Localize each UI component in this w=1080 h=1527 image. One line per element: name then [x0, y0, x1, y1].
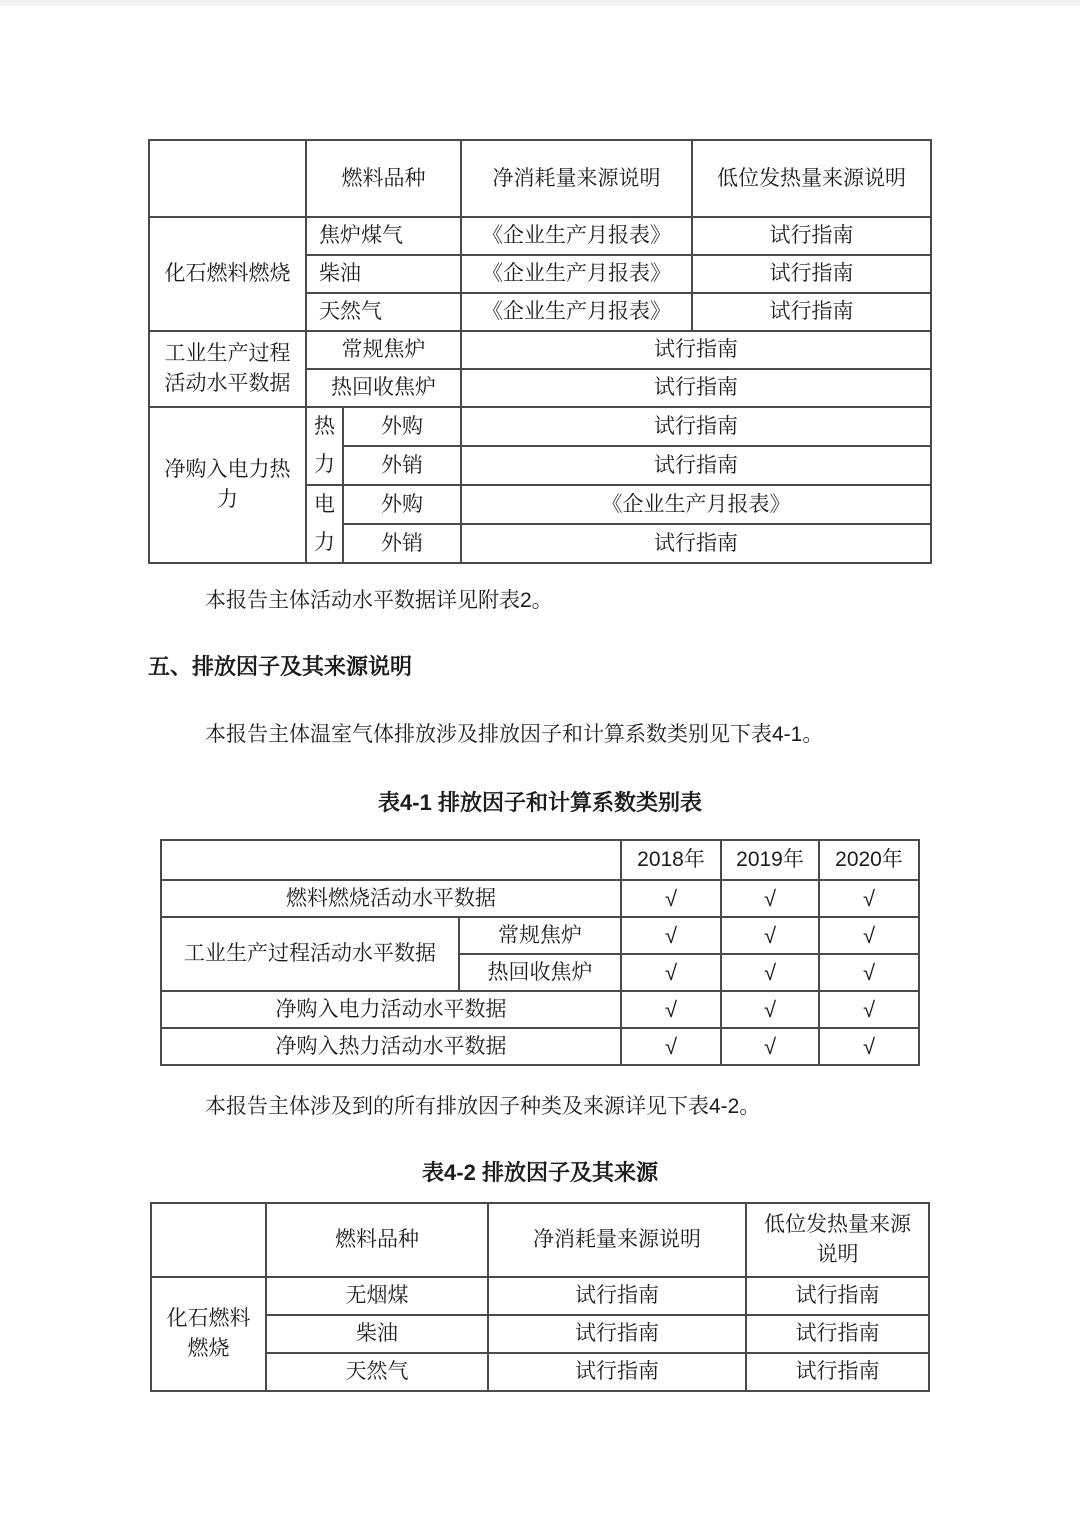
checkmark-cell: √ — [621, 1028, 721, 1065]
cell-category-net-power: 净购入电力活动水平数据 — [161, 991, 621, 1028]
checkmark-cell: √ — [721, 917, 819, 954]
header-year-2019: 2019年 — [721, 840, 819, 880]
cell-consumption-source: 《企业生产月报表》 — [461, 255, 692, 293]
paragraph-activity-data-note: 本报告主体活动水平数据详见附表2。 — [205, 589, 553, 612]
cell-heating-source: 试行指南 — [746, 1277, 929, 1315]
cell-consumption-source: 《企业生产月报表》 — [461, 217, 692, 255]
cell-furnace-type: 热回收焦炉 — [306, 369, 461, 407]
cell-consumption-source: 《企业生产月报表》 — [461, 293, 692, 331]
cell-category-net-heat: 净购入热力活动水平数据 — [161, 1028, 621, 1065]
cell-fuel: 焦炉煤气 — [306, 217, 461, 255]
header-consumption-source: 净消耗量来源说明 — [488, 1203, 746, 1277]
checkmark-cell: √ — [819, 880, 919, 917]
checkmark-cell: √ — [819, 1028, 919, 1065]
cell-fuel: 天然气 — [306, 293, 461, 331]
cell-furnace-type: 热回收焦炉 — [459, 954, 621, 991]
table-row — [151, 1315, 929, 1353]
row-group-fossil-fuel: 化石燃料燃烧 — [149, 217, 306, 331]
checkmark-cell: √ — [721, 1028, 819, 1065]
row-group-industrial-process: 工业生产过程活动水平数据 — [149, 331, 306, 407]
document-page — [0, 139, 1080, 1392]
table-row — [149, 331, 931, 369]
cell-furnace-type: 常规焦炉 — [306, 331, 461, 369]
cell-heating-source: 试行指南 — [746, 1353, 929, 1391]
row-group-net-purchase: 净购入电力热力 — [149, 407, 306, 563]
checkmark-cell: √ — [819, 917, 919, 954]
cell-direction: 外购 — [343, 407, 461, 446]
table-row — [151, 1277, 929, 1315]
cell-fuel: 无烟煤 — [266, 1277, 488, 1315]
cell-heating-source: 试行指南 — [692, 255, 931, 293]
row-group-fossil-fuel: 化石燃料燃烧 — [151, 1277, 266, 1391]
table-row — [161, 1028, 919, 1065]
header-heating-value-source: 低位发热量来源说明 — [746, 1203, 929, 1277]
table-4-1-factor-categories — [160, 839, 920, 1066]
cell-source: 试行指南 — [461, 331, 931, 369]
cell-fuel: 柴油 — [266, 1315, 488, 1353]
cell-heating-source: 试行指南 — [746, 1315, 929, 1353]
table-4-2-emission-factor-sources — [150, 1202, 930, 1392]
header-fuel-type: 燃料品种 — [266, 1203, 488, 1277]
table-row — [161, 840, 919, 880]
table-row — [149, 407, 931, 446]
paragraph-table41-intro: 本报告主体温室气体排放涉及排放因子和计算系数类别见下表4-1。 — [205, 723, 824, 746]
table-row — [161, 917, 919, 954]
table42-title: 表4-2 排放因子及其来源 — [422, 1160, 658, 1185]
cell-consumption-source: 试行指南 — [488, 1315, 746, 1353]
cell-source: 试行指南 — [461, 369, 931, 407]
cell-source: 《企业生产月报表》 — [461, 485, 931, 524]
activity-data-source-table — [148, 139, 932, 564]
checkmark-cell: √ — [621, 954, 721, 991]
cell-consumption-source: 试行指南 — [488, 1277, 746, 1315]
checkmark-cell: √ — [621, 880, 721, 917]
header-empty-cell — [151, 1203, 266, 1277]
checkmark-cell: √ — [621, 991, 721, 1028]
header-consumption-source: 净消耗量来源说明 — [461, 140, 692, 217]
table-row — [161, 880, 919, 917]
cell-category-fuel-combustion: 燃料燃烧活动水平数据 — [161, 880, 621, 917]
header-empty-cell — [149, 140, 306, 217]
checkmark-cell: √ — [819, 954, 919, 991]
header-fuel-type: 燃料品种 — [306, 140, 461, 217]
table41-title: 表4-1 排放因子和计算系数类别表 — [378, 790, 702, 815]
cell-power-label: 电力 — [306, 485, 343, 563]
checkmark-cell: √ — [721, 991, 819, 1028]
cell-direction: 外购 — [343, 485, 461, 524]
cell-consumption-source: 试行指南 — [488, 1353, 746, 1391]
cell-source: 试行指南 — [461, 446, 931, 485]
section-heading-5: 五、排放因子及其来源说明 — [148, 654, 413, 679]
header-heating-value-source: 低位发热量来源说明 — [692, 140, 931, 217]
table-row — [151, 1203, 929, 1277]
cell-source: 试行指南 — [461, 407, 931, 446]
paragraph-table42-intro: 本报告主体涉及到的所有排放因子种类及来源详见下表4-2。 — [205, 1095, 761, 1118]
header-year-2020: 2020年 — [819, 840, 919, 880]
cell-furnace-type: 常规焦炉 — [459, 917, 621, 954]
cell-direction: 外销 — [343, 524, 461, 563]
cell-direction: 外销 — [343, 446, 461, 485]
checkmark-cell: √ — [721, 954, 819, 991]
table-row — [149, 217, 931, 255]
table-row — [151, 1353, 929, 1391]
checkmark-cell: √ — [819, 991, 919, 1028]
cell-heating-source: 试行指南 — [692, 293, 931, 331]
table-row — [161, 991, 919, 1028]
cell-fuel: 柴油 — [306, 255, 461, 293]
cell-fuel: 天然气 — [266, 1353, 488, 1391]
cell-category-industrial-process: 工业生产过程活动水平数据 — [161, 917, 459, 991]
checkmark-cell: √ — [621, 917, 721, 954]
cell-heating-source: 试行指南 — [692, 217, 931, 255]
cell-heat-label: 热力 — [306, 407, 343, 485]
header-year-2018: 2018年 — [621, 840, 721, 880]
checkmark-cell: √ — [721, 880, 819, 917]
cell-source: 试行指南 — [461, 524, 931, 563]
header-empty-cell — [161, 840, 621, 880]
table-row — [149, 140, 931, 217]
page-edge-strip — [0, 0, 1080, 6]
